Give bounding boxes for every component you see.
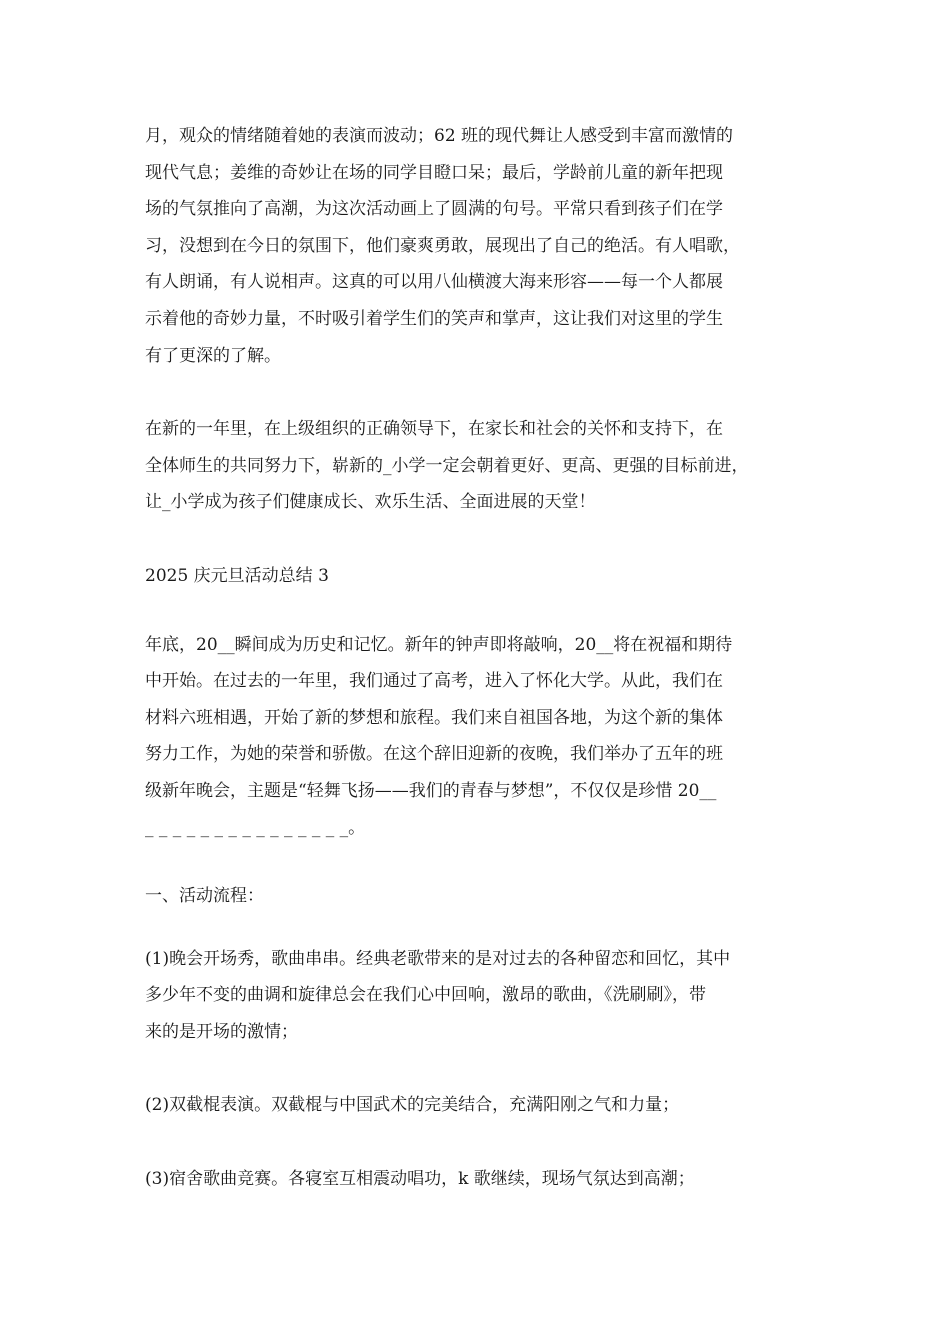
paragraph-spacer [145,1124,815,1161]
document-body [145,118,815,1198]
text-line: 示着他的奇妙力量，不时吸引着学生们的笑声和掌声，这让我们对这里的学生 [145,308,723,329]
section-heading [145,558,815,595]
paragraph-spacer [145,915,815,941]
text-line: 多少年不变的曲调和旋律总会在我们心中回响，激昂的歌曲，《洗刷刷》，带 [145,985,706,1006]
text-line: 级新年晚会，主题是“轻舞飞扬——我们的青春与梦想”，不仅仅是珍惜 20__ [145,780,717,801]
text-line: 有人朗诵，有人说相声。这真的可以用八仙横渡大海来形容——每一个人都展 [145,272,723,293]
paragraph-spacer [145,521,815,558]
text-line: 全体师生的共同努力下，崭新的_小学一定会朝着更好、更高、更强的目标前进， [145,455,749,476]
paragraph-new-year-outlook [145,411,815,521]
paragraph-spacer [145,846,815,878]
list-item-opening-show [145,941,815,1051]
activity-flow-title [145,878,815,915]
text-line: (2)双截棍表演。双截棍与中国武术的完美结合，充满阳刚之气和力量； [145,1095,680,1116]
text-line: 年底，20__瞬间成为历史和记忆。新年的钟声即将敲响，20__将在祝福和期待 [145,634,733,655]
paragraph-spacer [145,1050,815,1087]
text-line: 现代气息；姜维的奇妙让在场的同学目瞪口呆；最后，学龄前儿童的新年把现 [145,162,723,183]
text-line: (1)晚会开场秀，歌曲串串。经典老歌带来的是对过去的各种留恋和回忆，其中 [145,948,731,969]
text-line: 中开始。在过去的一年里，我们通过了高考，进入了怀化大学。从此，我们在 [145,671,723,692]
paragraph-spacer [145,374,815,411]
text-line: 有了更深的了解。 [145,345,281,366]
list-item-dorm-singing [145,1161,815,1198]
paragraph-class-party-intro [145,627,815,847]
text-line: 来的是开场的激情； [145,1021,298,1042]
text-line: 让_小学成为孩子们健康成长、欢乐生活、全面进展的天堂！ [145,492,596,513]
text-line: 月，观众的情绪随着她的表演而波动；62 班的现代舞让人感受到丰富而激情的 [145,126,734,146]
text-line: _ _ _ _ _ _ _ _ _ _ _ _ _ _ _。 [145,817,366,838]
paragraph-performance-review [145,118,815,374]
subheading-text: 一、活动流程： [145,886,264,907]
text-line: 在新的一年里，在上级组织的正确领导下，在家长和社会的关怀和支持下，在 [145,419,723,440]
text-line: 努力工作，为她的荣誉和骄傲。在这个辞旧迎新的夜晚，我们举办了五年的班 [145,744,723,765]
text-line: (3)宿舍歌曲竞赛。各寝室互相震动唱功，k 歌继续，现场气氛达到高潮； [145,1169,695,1190]
text-line: 材料六班相遇，开始了新的梦想和旅程。我们来自祖国各地，为这个新的集体 [145,707,723,728]
paragraph-spacer [145,595,815,627]
text-line: 场的气氛推向了高潮，为这次活动画上了圆满的句号。平常只看到孩子们在学 [145,199,723,220]
list-item-nunchaku [145,1087,815,1124]
heading-text: 2025 庆元旦活动总结 3 [145,565,329,586]
text-line: 习，没想到在今日的氛围下，他们豪爽勇敢，展现出了自己的绝活。有人唱歌， [145,235,740,256]
